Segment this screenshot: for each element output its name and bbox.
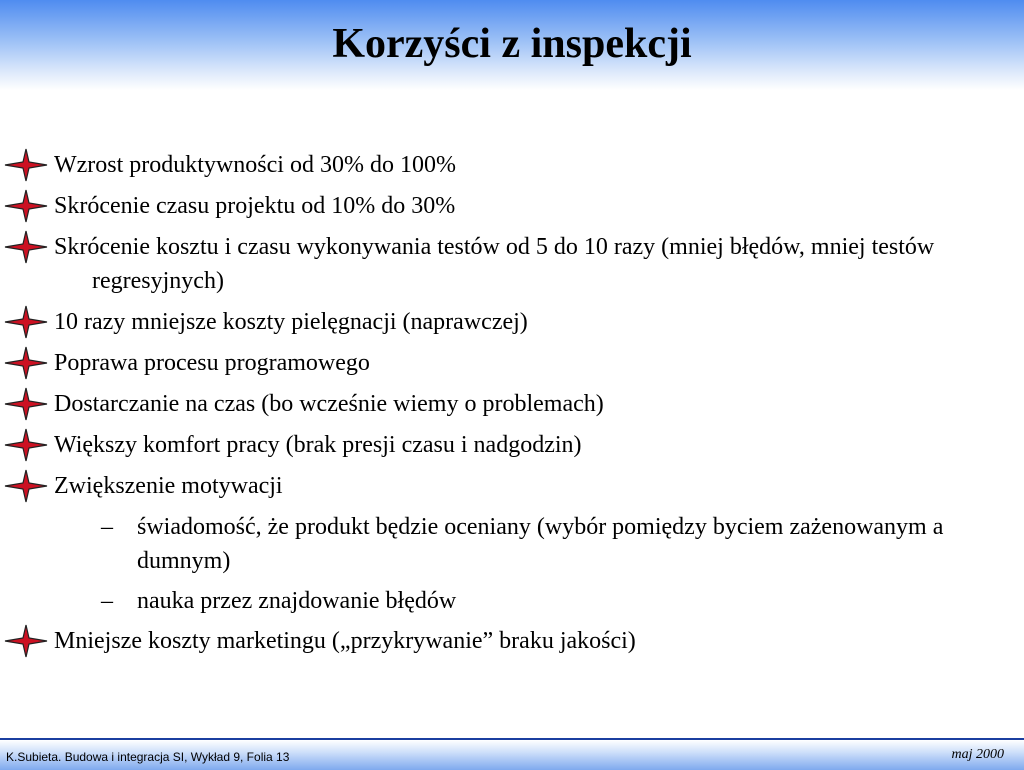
four-point-star-icon bbox=[4, 305, 48, 339]
list-item-text: Mniejsze koszty marketingu („przykrywanie” braku jakości) bbox=[54, 628, 636, 654]
four-point-star-icon bbox=[4, 346, 48, 380]
four-point-star-icon bbox=[4, 469, 48, 503]
list-item-text: Skrócenie kosztu i czasu wykonywania testów od 5 do 10 razy (mniej błędów, mniej testów regresyjnych) bbox=[54, 234, 935, 294]
four-point-star-icon bbox=[4, 230, 48, 264]
list-item-text: 10 razy mniejsze koszty pielęgnacji (naprawczej) bbox=[54, 309, 528, 335]
list-item-text: Poprawa procesu programowego bbox=[54, 350, 370, 376]
footer-citation: K.Subieta. Budowa i integracja SI, Wykład 9, Folia 13 bbox=[6, 750, 290, 764]
four-point-star-icon bbox=[4, 189, 48, 223]
sub-list-item-text: nauka przez znajdowanie błędów bbox=[137, 588, 457, 614]
dash-bullet: – bbox=[101, 588, 113, 614]
footer-date: maj 2000 bbox=[951, 747, 1004, 762]
list-item-text: Dostarczanie na czas (bo wcześnie wiemy o problemach) bbox=[54, 391, 604, 417]
list-item bbox=[0, 189, 1024, 223]
four-point-star-icon bbox=[4, 624, 48, 658]
list-item bbox=[0, 624, 1024, 658]
sub-list-item bbox=[0, 584, 1024, 618]
list-item-text: Skrócenie czasu projektu od 10% do 30% bbox=[54, 193, 456, 219]
bullet-list bbox=[0, 148, 1024, 665]
list-item bbox=[0, 148, 1024, 182]
list-item bbox=[0, 230, 1024, 298]
four-point-star-icon bbox=[4, 148, 48, 182]
slide-title: Korzyści z inspekcji bbox=[332, 21, 692, 67]
four-point-star-icon bbox=[4, 428, 48, 462]
sub-list-item bbox=[0, 510, 1024, 578]
list-item bbox=[0, 469, 1024, 503]
dash-bullet: – bbox=[101, 514, 113, 540]
list-item bbox=[0, 387, 1024, 421]
list-item-text: Zwiększenie motywacji bbox=[54, 473, 283, 499]
list-item bbox=[0, 346, 1024, 380]
list-item-text: Większy komfort pracy (brak presji czasu i nadgodzin) bbox=[54, 432, 582, 458]
list-item bbox=[0, 305, 1024, 339]
sub-list-item-text: świadomość, że produkt będzie oceniany (wybór pomiędzy byciem zażenowanym a dumnym) bbox=[137, 514, 944, 574]
list-item bbox=[0, 428, 1024, 462]
slide-footer bbox=[0, 738, 1024, 770]
list-item-text: Wzrost produktywności od 30% do 100% bbox=[54, 152, 456, 178]
four-point-star-icon bbox=[4, 387, 48, 421]
